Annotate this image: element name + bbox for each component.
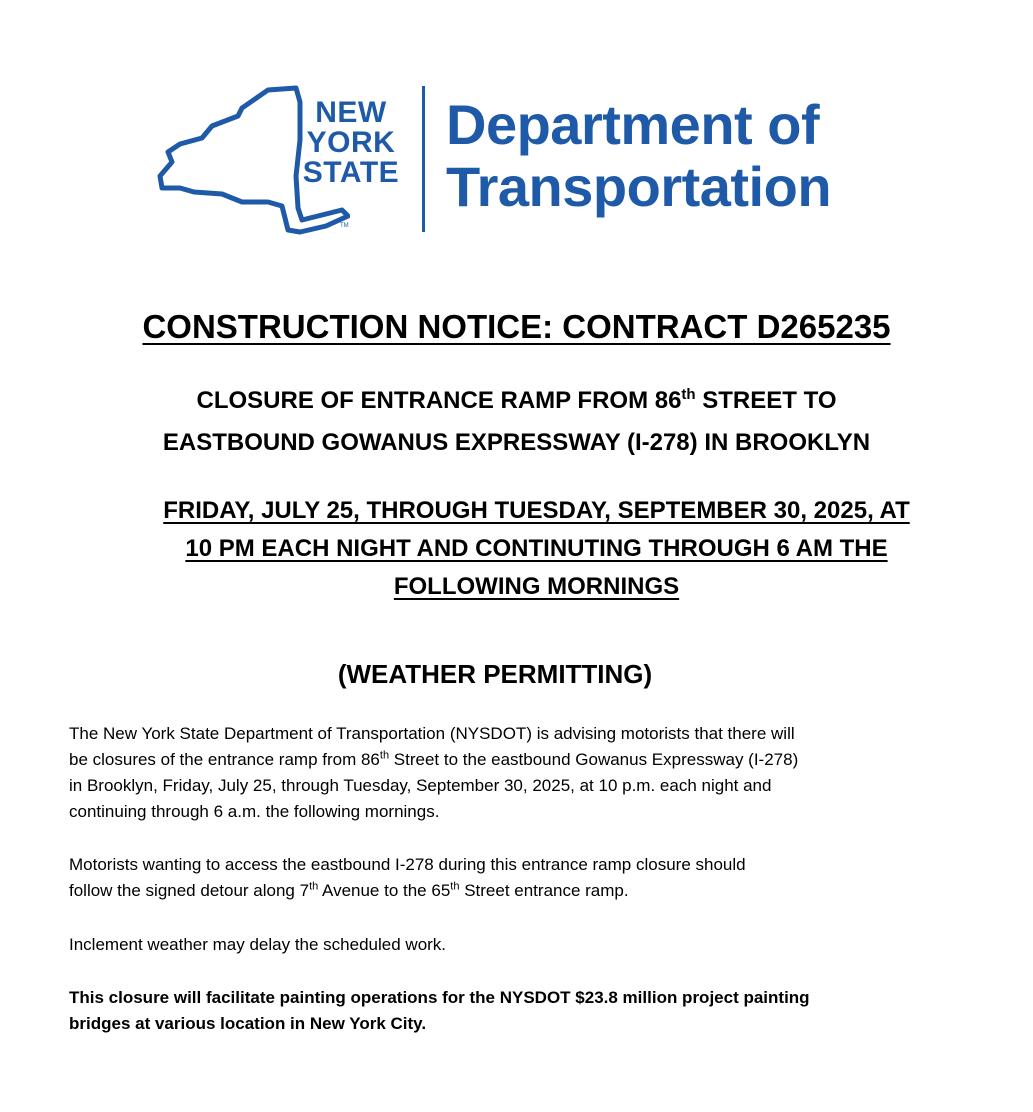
wordmark-new: NEW xyxy=(315,96,387,129)
trademark-symbol: TM xyxy=(340,223,349,229)
wordmark-york: YORK xyxy=(306,126,396,159)
subtitle-line-1 xyxy=(40,380,993,422)
project-line-1: This closure will facilitate painting operations for the NYSDOT $23.8 million project painting xyxy=(69,988,810,1007)
subtitle-line-1-sup: th xyxy=(681,386,696,403)
schedule-line-3-text: FOLLOWING MORNINGS xyxy=(393,573,680,600)
paragraph-project xyxy=(69,985,919,1037)
paragraph-advisory xyxy=(69,721,919,825)
paragraph-detour xyxy=(69,852,919,904)
detour-line-1: Motorists wanting to access the eastbound I-278 during this entrance ramp closure should xyxy=(69,855,746,874)
detour-line-2 xyxy=(69,878,919,904)
advisory-line-2-post: Street to the eastbound Gowanus Expressway (I-278) xyxy=(389,750,799,769)
schedule-line-2-text: 10 PM EACH NIGHT AND CONTINUTING THROUGH 6 AM THE xyxy=(185,535,888,562)
detour-line-2-mid: Avenue to the 65 xyxy=(318,881,451,900)
advisory-line-1: The New York State Department of Transportation (NYSDOT) is advising motorists that there will xyxy=(69,724,795,743)
notice-subtitle xyxy=(40,380,993,464)
advisory-line-2-sup: th xyxy=(379,749,390,762)
advisory-line-3: in Brooklyn, Friday, July 25, through Tuesday, September 30, 2025, at 10 p.m. each night and xyxy=(69,776,772,795)
notice-title-text: CONSTRUCTION NOTICE: CONTRACT D265235 xyxy=(142,308,891,345)
weather-note: (WEATHER PERMITTING) xyxy=(337,659,653,689)
schedule-line-1-text: FRIDAY, JULY 25, THROUGH TUESDAY, SEPTEMBER 30, 2025, AT xyxy=(163,497,910,524)
paragraph-weather: Inclement weather may delay the scheduled work. xyxy=(69,935,447,954)
schedule-heading xyxy=(60,492,1013,606)
wordmark-state: STATE xyxy=(302,156,400,189)
advisory-line-2-pre: be closures of the entrance ramp from 86 xyxy=(69,750,380,769)
department-line-1: Department of xyxy=(446,93,820,156)
schedule-line-2 xyxy=(60,530,1013,568)
schedule-line-3 xyxy=(60,568,1013,606)
subtitle-line-1-post: STREET TO xyxy=(695,387,837,414)
department-line-2: Transportation xyxy=(446,155,832,218)
department-name xyxy=(446,94,831,218)
detour-line-2-post: Street entrance ramp. xyxy=(459,881,629,900)
detour-line-2-pre: follow the signed detour along 7 xyxy=(69,881,310,900)
project-line-2: bridges at various location in New York City. xyxy=(69,1014,427,1033)
detour-line-2-sup-2: th xyxy=(450,880,460,893)
advisory-line-2 xyxy=(69,747,919,773)
subtitle-line-1-pre: CLOSURE OF ENTRANCE RAMP FROM 86 xyxy=(196,387,682,414)
notice-title xyxy=(0,306,1033,348)
advisory-line-4: continuing through 6 a.m. the following mornings. xyxy=(69,802,440,821)
nysdot-logo xyxy=(150,80,850,240)
logo-divider xyxy=(422,86,425,232)
new-york-state-wordmark xyxy=(296,98,406,188)
schedule-line-1 xyxy=(60,492,1013,530)
detour-line-2-sup-1: th xyxy=(309,880,319,893)
subtitle-line-2: EASTBOUND GOWANUS EXPRESSWAY (I-278) IN BROOKLYN xyxy=(162,429,871,456)
